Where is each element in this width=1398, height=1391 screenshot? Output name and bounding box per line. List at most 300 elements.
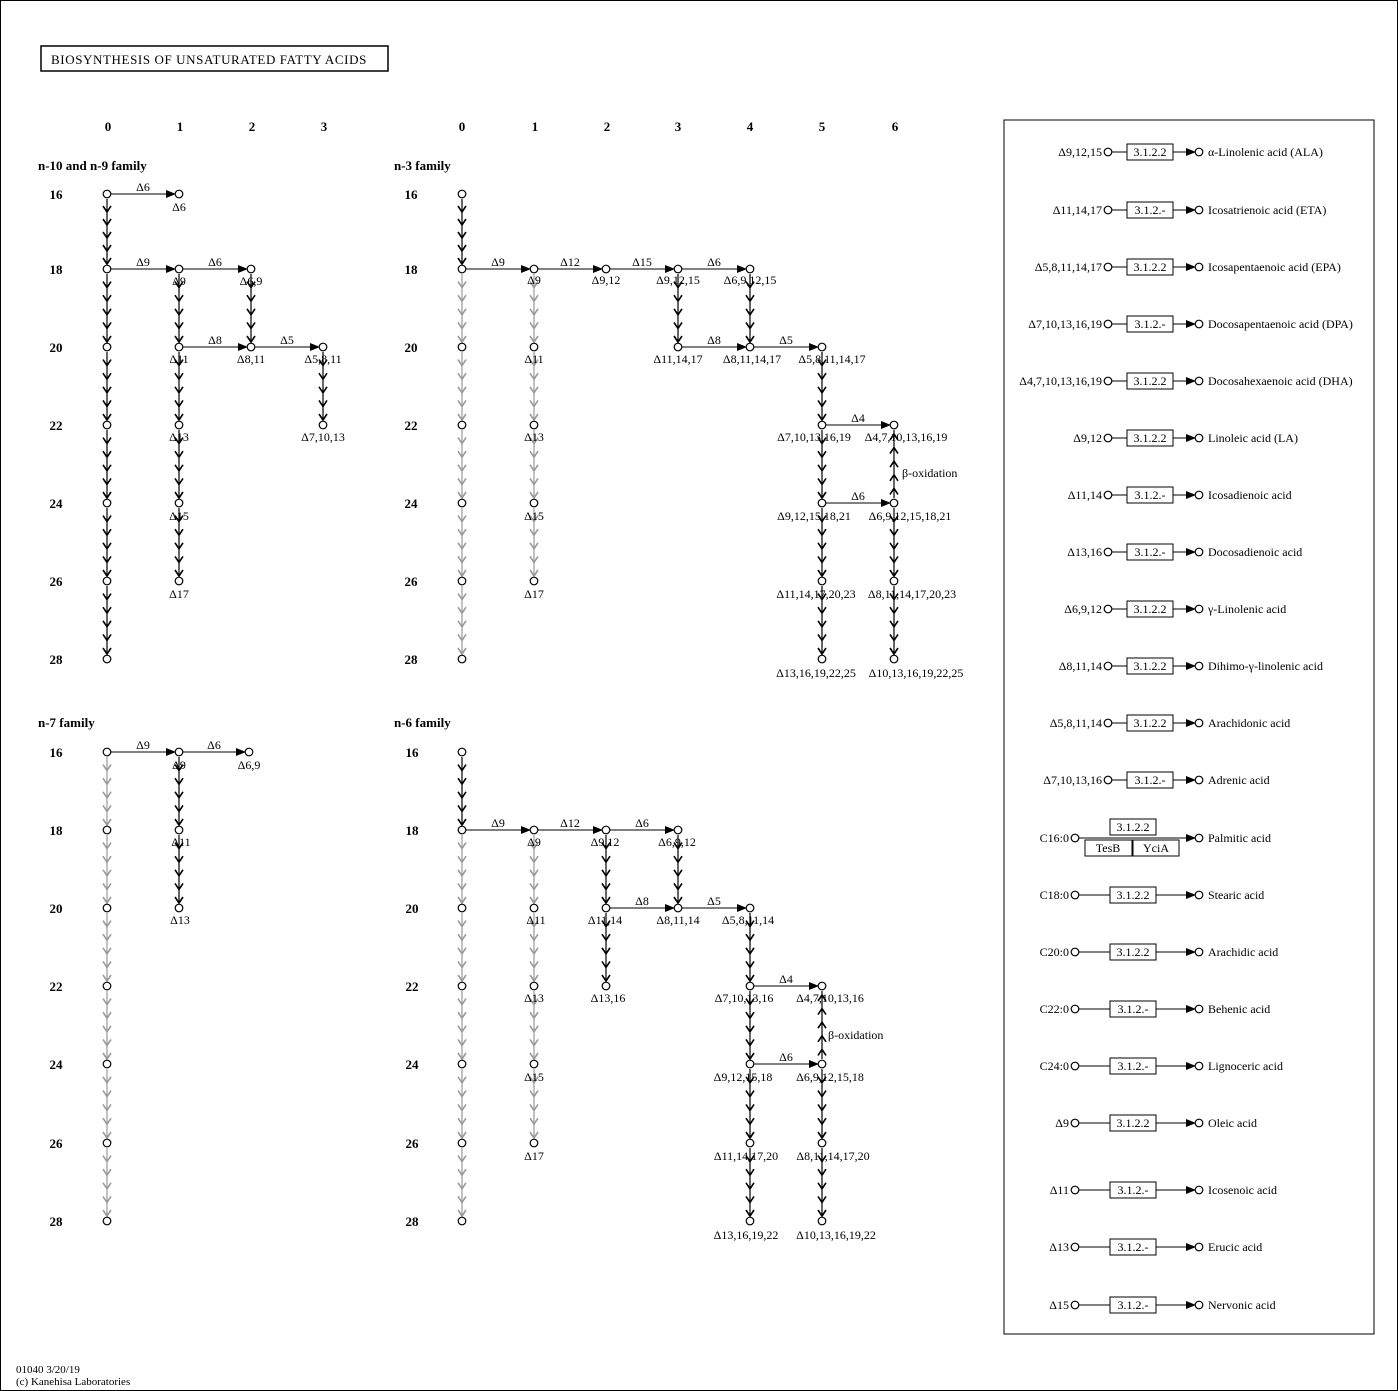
- compound-node: [175, 190, 183, 198]
- chain-length-label: 22: [49, 979, 63, 994]
- desaturase-label: Δ6: [136, 180, 150, 194]
- elongation-arrow: [746, 274, 754, 342]
- compound-node: [175, 577, 183, 585]
- elongation-arrow: [674, 274, 682, 342]
- chain-length-label: 18: [404, 262, 418, 277]
- compound-node: [602, 265, 610, 273]
- elongation-arrow: [103, 430, 111, 498]
- desaturase-label: Δ9: [136, 738, 150, 752]
- enzyme-ec-number: 3.1.2.2: [1116, 888, 1150, 902]
- compound-node: [458, 655, 466, 663]
- thioesterase-product: Icosapentaenoic acid (EPA): [1208, 260, 1341, 274]
- compound-label: Δ11,14: [587, 913, 623, 927]
- desaturase-label: Δ8: [707, 333, 721, 347]
- substrate-node: [1104, 206, 1112, 214]
- compound-node: [530, 1139, 538, 1147]
- thioesterase-substrate: Δ11,14: [1067, 488, 1102, 502]
- chain-length-label: 20: [405, 901, 419, 916]
- enzyme-ec-number: 3.1.2.2: [1133, 431, 1167, 445]
- chain-length-label: 18: [49, 262, 63, 277]
- compound-label: Δ10,13,16,19,22,25: [868, 666, 964, 680]
- compound-node: [175, 748, 183, 756]
- elongation-arrow: [818, 1069, 826, 1138]
- elongation-arrow: [103, 1069, 111, 1138]
- compound-node: [530, 826, 538, 834]
- substrate-node: [1104, 434, 1112, 442]
- compound-node: [890, 577, 898, 585]
- elongation-arrow: [746, 913, 754, 981]
- compound-node: [458, 265, 466, 273]
- thioesterase-product: γ-Linolenic acid: [1208, 602, 1287, 616]
- compound-node: [818, 1060, 826, 1068]
- enzyme-ec-number: 3.1.2.2: [1133, 374, 1167, 388]
- compound-node: [746, 904, 754, 912]
- compound-label: Δ13,16: [590, 991, 626, 1005]
- thioesterase-substrate: Δ5,8,11,14: [1049, 716, 1102, 730]
- elongation-arrow: [458, 430, 466, 498]
- compound-node: [458, 421, 466, 429]
- compound-label: Δ9,12,15: [656, 273, 700, 287]
- chain-length-label: 28: [49, 1214, 63, 1229]
- thioesterase-substrate: Δ13,16: [1067, 545, 1102, 559]
- elongation-arrow: [103, 352, 111, 420]
- substrate-node: [1104, 148, 1112, 156]
- compound-node: [458, 1060, 466, 1068]
- chain-length-label: 22: [405, 979, 419, 994]
- compound-label: Δ13,16,19,22,25: [776, 666, 856, 680]
- compound-node: [530, 1060, 538, 1068]
- compound-node: [530, 982, 538, 990]
- thioesterase-substrate: Δ7,10,13,16,19: [1028, 317, 1102, 331]
- elongation-arrow: [103, 835, 111, 903]
- desaturase-label: Δ6: [851, 489, 865, 503]
- compound-node: [674, 343, 682, 351]
- compound-node: [818, 1139, 826, 1147]
- compound-label: Δ11,14,17: [653, 352, 703, 366]
- compound-node: [319, 421, 327, 429]
- compound-label: Δ8,11,14,17,20: [796, 1149, 870, 1163]
- elongation-arrow: [458, 835, 466, 903]
- substrate-node: [1104, 320, 1112, 328]
- enzyme-ec-number: 3.1.2.-: [1117, 1183, 1149, 1197]
- compound-node: [103, 655, 111, 663]
- compound-node: [602, 826, 610, 834]
- desaturase-label: Δ6: [779, 1050, 793, 1064]
- thioesterase-substrate: Δ11: [1049, 1183, 1069, 1197]
- thioesterase-product: Icosadienoic acid: [1208, 488, 1292, 502]
- compound-label: Δ11: [526, 913, 546, 927]
- desaturase-label: Δ8: [635, 894, 649, 908]
- elongation-arrow: [458, 991, 466, 1059]
- compound-node: [458, 748, 466, 756]
- elongation-arrow: [458, 508, 466, 576]
- desaturase-label: Δ9: [491, 255, 505, 269]
- compound-label: Δ9,12: [591, 273, 621, 287]
- compound-label: Δ13: [170, 913, 190, 927]
- product-node: [1195, 605, 1203, 613]
- enzyme-ec-number: 3.1.2.2: [1133, 602, 1167, 616]
- product-node: [1195, 948, 1203, 956]
- desaturase-label: Δ6: [208, 255, 222, 269]
- compound-label: Δ7,10,13: [301, 430, 345, 444]
- product-node: [1195, 776, 1203, 784]
- elongation-arrow: [103, 991, 111, 1059]
- substrate-node: [1104, 662, 1112, 670]
- enzyme-ec-number: 3.1.2.-: [1117, 1298, 1149, 1312]
- compound-label: Δ9: [527, 835, 541, 849]
- compound-node: [458, 343, 466, 351]
- chain-length-label: 16: [49, 187, 63, 202]
- substrate-node: [1071, 1005, 1079, 1013]
- thioesterase-substrate: Δ9,12: [1073, 431, 1102, 445]
- compound-label: Δ7,10,13,16,19: [777, 430, 851, 444]
- enzyme-ec-number: 3.1.2.-: [1134, 317, 1166, 331]
- compound-node: [530, 343, 538, 351]
- step-header: 3: [320, 119, 328, 134]
- thioesterase-substrate: C16:0: [1039, 831, 1069, 845]
- product-node: [1195, 263, 1203, 271]
- compound-node: [674, 904, 682, 912]
- enzyme-ec-number: 3.1.2.2: [1133, 260, 1167, 274]
- compound-label: Δ6,9,12,15,18,21: [868, 509, 952, 523]
- compound-node: [818, 577, 826, 585]
- chain-length-label: 18: [405, 823, 419, 838]
- elongation-arrow: [458, 757, 466, 825]
- compound-label: Δ10,13,16,19,22: [796, 1228, 876, 1242]
- compound-label: Δ6: [172, 200, 186, 214]
- product-node: [1195, 320, 1203, 328]
- elongation-arrow: [602, 913, 610, 981]
- compound-label: Δ13: [169, 430, 189, 444]
- substrate-node: [1071, 891, 1079, 899]
- enzyme-ec-number: 3.1.2.-: [1117, 1240, 1149, 1254]
- chain-length-label: 28: [405, 1214, 419, 1229]
- chain-length-label: 18: [49, 823, 63, 838]
- compound-node: [458, 577, 466, 585]
- compound-node: [103, 577, 111, 585]
- compound-label: Δ9: [172, 758, 186, 772]
- thioesterase-substrate: C20:0: [1039, 945, 1069, 959]
- compound-node: [103, 343, 111, 351]
- compound-label: Δ9,12: [590, 835, 620, 849]
- elongation-arrow: [458, 913, 466, 981]
- chain-length-label: 16: [49, 745, 63, 760]
- compound-label: Δ6,9,12,15,18: [796, 1070, 864, 1084]
- compound-node: [103, 499, 111, 507]
- compound-label: Δ5,8,11: [304, 352, 342, 366]
- substrate-node: [1104, 776, 1112, 784]
- product-node: [1195, 148, 1203, 156]
- elongation-arrow: [458, 274, 466, 342]
- compound-node: [247, 343, 255, 351]
- substrate-node: [1104, 548, 1112, 556]
- thioesterase-substrate: Δ15: [1049, 1298, 1069, 1312]
- enzyme-ec-number: 3.1.2.2: [1116, 945, 1150, 959]
- product-node: [1195, 719, 1203, 727]
- elongation-arrow: [175, 757, 183, 825]
- compound-node: [458, 499, 466, 507]
- desaturase-label: Δ9: [491, 816, 505, 830]
- copyright: (c) Kanehisa Laboratories: [16, 1376, 131, 1388]
- thioesterase-product: Icosatrienoic acid (ETA): [1208, 203, 1327, 217]
- compound-label: Δ11: [169, 352, 189, 366]
- thioesterase-product: Linoleic acid (LA): [1208, 431, 1298, 445]
- family-title-n3: n-3 family: [394, 158, 451, 173]
- gene-name: YciA: [1143, 841, 1169, 855]
- compound-label: Δ8,11,14,17,20,23: [867, 587, 957, 601]
- family-title-n6: n-6 family: [394, 715, 451, 730]
- step-header: 2: [603, 119, 611, 134]
- compound-node: [458, 1217, 466, 1225]
- thioesterase-product: Docosapentaenoic acid (DPA): [1208, 317, 1353, 331]
- step-header: 1: [176, 119, 184, 134]
- compound-label: Δ6,9: [239, 274, 263, 288]
- compound-label: Δ11: [524, 352, 544, 366]
- chain-length-label: 22: [49, 418, 63, 433]
- beta-oxidation-label: β-oxidation: [828, 1028, 884, 1042]
- compound-label: Δ13: [524, 430, 544, 444]
- compound-node: [103, 1217, 111, 1225]
- thioesterase-product: Stearic acid: [1208, 888, 1265, 902]
- thioesterase-substrate: C22:0: [1039, 1002, 1069, 1016]
- map-title: [41, 46, 388, 71]
- compound-node: [602, 904, 610, 912]
- elongation-arrow: [103, 199, 111, 264]
- elongation-arrow: [103, 757, 111, 825]
- elongation-arrow: [103, 586, 111, 654]
- substrate-node: [1071, 1119, 1079, 1127]
- chain-length-label: 20: [404, 340, 418, 355]
- step-header: 0: [104, 119, 112, 134]
- enzyme-ec-number: 3.1.2.2: [1116, 820, 1150, 834]
- desaturase-label: Δ8: [208, 333, 222, 347]
- elongation-arrow: [746, 1148, 754, 1216]
- compound-node: [458, 904, 466, 912]
- thioesterase-substrate: C18:0: [1039, 888, 1069, 902]
- step-header: 6: [891, 119, 899, 134]
- compound-node: [103, 1139, 111, 1147]
- thioesterase-product: Adrenic acid: [1208, 773, 1270, 787]
- product-node: [1195, 1186, 1203, 1194]
- compound-label: Δ9: [527, 273, 541, 287]
- compound-label: Δ15: [169, 509, 189, 523]
- compound-node: [458, 1139, 466, 1147]
- product-node: [1195, 834, 1203, 842]
- compound-label: Δ9,12,15,18,21: [777, 509, 851, 523]
- compound-node: [818, 655, 826, 663]
- desaturase-label: Δ5: [280, 333, 294, 347]
- product-node: [1195, 1062, 1203, 1070]
- step-header: 3: [674, 119, 682, 134]
- product-node: [1195, 1243, 1203, 1251]
- gene-name: TesB: [1095, 841, 1121, 855]
- elongation-arrow: [103, 913, 111, 981]
- thioesterase-substrate: C24:0: [1039, 1059, 1069, 1073]
- substrate-node: [1104, 719, 1112, 727]
- compound-node: [890, 655, 898, 663]
- compound-node: [818, 499, 826, 507]
- substrate-node: [1104, 377, 1112, 385]
- compound-label: Δ11: [171, 835, 191, 849]
- desaturase-label: Δ15: [632, 255, 652, 269]
- thioesterase-product: Oleic acid: [1208, 1116, 1257, 1130]
- compound-node: [458, 190, 466, 198]
- map-id: 01040 3/20/19: [16, 1364, 80, 1376]
- compound-node: [175, 826, 183, 834]
- elongation-arrow: [103, 508, 111, 576]
- thioesterase-substrate: Δ4,7,10,13,16,19: [1019, 374, 1102, 388]
- product-node: [1195, 891, 1203, 899]
- compound-label: Δ4,7,10,13,16: [796, 991, 864, 1005]
- elongation-arrow: [890, 586, 898, 654]
- chain-length-label: 24: [405, 1057, 419, 1072]
- compound-node: [746, 1139, 754, 1147]
- map-title-text: BIOSYNTHESIS OF UNSATURATED FATTY ACIDS: [51, 52, 367, 67]
- compound-node: [746, 1217, 754, 1225]
- thioesterase-product: Docosahexaenoic acid (DHA): [1208, 374, 1353, 388]
- compound-node: [175, 421, 183, 429]
- compound-label: Δ17: [524, 587, 544, 601]
- thioesterase-product: Arachidic acid: [1208, 945, 1279, 959]
- product-node: [1195, 1005, 1203, 1013]
- product-node: [1195, 662, 1203, 670]
- compound-node: [890, 421, 898, 429]
- enzyme-ec-number: 3.1.2.2: [1116, 1116, 1150, 1130]
- compound-label: Δ8,11: [236, 352, 266, 366]
- chain-length-label: 26: [49, 1136, 63, 1151]
- compound-label: Δ8,11,14: [656, 913, 700, 927]
- compound-label: Δ7,10,13,16: [714, 991, 774, 1005]
- step-header: 0: [458, 119, 466, 134]
- product-node: [1195, 206, 1203, 214]
- desaturase-label: Δ9: [136, 255, 150, 269]
- thioesterase-substrate: Δ7,10,13,16: [1043, 773, 1102, 787]
- substrate-node: [1071, 1186, 1079, 1194]
- compound-node: [818, 421, 826, 429]
- enzyme-ec-number: 3.1.2.-: [1134, 203, 1166, 217]
- thioesterase-substrate: Δ11,14,17: [1052, 203, 1102, 217]
- thioesterase-product: Palmitic acid: [1208, 831, 1271, 845]
- desaturase-label: Δ4: [851, 411, 865, 425]
- enzyme-ec-number: 3.1.2.-: [1134, 488, 1166, 502]
- elongation-arrow: [602, 835, 610, 903]
- compound-node: [746, 265, 754, 273]
- compound-node: [746, 982, 754, 990]
- substrate-node: [1071, 1301, 1079, 1309]
- chain-length-label: 24: [404, 496, 418, 511]
- thioesterase-substrate: Δ8,11,14: [1058, 659, 1102, 673]
- substrate-node: [1104, 491, 1112, 499]
- compound-node: [175, 265, 183, 273]
- compound-node: [103, 826, 111, 834]
- elongation-arrow: [247, 274, 255, 342]
- elongation-arrow: [458, 586, 466, 654]
- chain-length-label: 16: [405, 745, 419, 760]
- beta-oxidation-label: β-oxidation: [902, 466, 958, 480]
- elongation-arrow: [458, 1069, 466, 1138]
- step-header: 4: [746, 119, 754, 134]
- compound-node: [103, 265, 111, 273]
- elongation-arrow: [103, 1148, 111, 1216]
- elongation-arrow: [458, 199, 466, 264]
- compound-node: [818, 343, 826, 351]
- compound-node: [818, 1217, 826, 1225]
- family-title-n7: n-7 family: [38, 715, 95, 730]
- substrate-node: [1071, 834, 1079, 842]
- thioesterase-product: α-Linolenic acid (ALA): [1208, 145, 1323, 159]
- elongation-arrow: [818, 508, 826, 576]
- elongation-arrow: [319, 352, 327, 420]
- desaturase-label: Δ5: [779, 333, 793, 347]
- thioesterase-product: Docosadienoic acid: [1208, 545, 1303, 559]
- desaturase-label: Δ4: [779, 972, 793, 986]
- compound-label: Δ5,8,11,14: [721, 913, 775, 927]
- compound-label: Δ11,14,17,20: [713, 1149, 779, 1163]
- chain-length-label: 26: [405, 1136, 419, 1151]
- product-node: [1195, 377, 1203, 385]
- substrate-node: [1071, 1243, 1079, 1251]
- elongation-arrow: [818, 1148, 826, 1216]
- substrate-node: [1104, 263, 1112, 271]
- thioesterase-substrate: Δ5,8,11,14,17: [1034, 260, 1102, 274]
- compound-node: [175, 904, 183, 912]
- chain-length-label: 28: [404, 652, 418, 667]
- chain-length-label: 26: [404, 574, 418, 589]
- compound-node: [746, 343, 754, 351]
- desaturase-label: Δ6: [707, 255, 721, 269]
- step-header: 5: [818, 119, 826, 134]
- thioesterase-substrate: Δ6,9,12: [1064, 602, 1102, 616]
- chain-length-label: 20: [49, 340, 63, 355]
- compound-node: [818, 982, 826, 990]
- compound-label: Δ13: [524, 991, 544, 1005]
- compound-node: [530, 421, 538, 429]
- desaturase-label: Δ6: [635, 816, 649, 830]
- thioesterase-product: Behenic acid: [1208, 1002, 1271, 1016]
- compound-node: [530, 499, 538, 507]
- compound-label: Δ11,14,17,20,23: [776, 587, 856, 601]
- compound-node: [103, 1060, 111, 1068]
- thioesterase-product: Nervonic acid: [1208, 1298, 1276, 1312]
- compound-node: [103, 748, 111, 756]
- thioesterase-substrate: Δ13: [1049, 1240, 1069, 1254]
- enzyme-ec-number: 3.1.2.2: [1133, 145, 1167, 159]
- enzyme-ec-number: 3.1.2.2: [1133, 716, 1167, 730]
- elongation-arrow: [103, 274, 111, 342]
- elongation-arrow: [746, 1069, 754, 1138]
- compound-label: Δ6,9: [237, 758, 261, 772]
- thioesterase-product: Arachidonic acid: [1208, 716, 1291, 730]
- compound-node: [458, 982, 466, 990]
- product-node: [1195, 1119, 1203, 1127]
- product-node: [1195, 1301, 1203, 1309]
- compound-node: [245, 748, 253, 756]
- compound-label: Δ6,9,12,15: [723, 273, 777, 287]
- compound-node: [175, 499, 183, 507]
- elongation-arrow: [818, 586, 826, 654]
- thioesterase-substrate: Δ9,12,15: [1058, 145, 1102, 159]
- compound-node: [103, 421, 111, 429]
- chain-length-label: 28: [49, 652, 63, 667]
- thioesterase-product: Icosenoic acid: [1208, 1183, 1277, 1197]
- compound-label: Δ15: [524, 509, 544, 523]
- compound-node: [530, 904, 538, 912]
- product-node: [1195, 434, 1203, 442]
- chain-length-label: 24: [49, 496, 63, 511]
- compound-node: [458, 826, 466, 834]
- compound-label: Δ9,12,15,18: [713, 1070, 773, 1084]
- compound-node: [602, 982, 610, 990]
